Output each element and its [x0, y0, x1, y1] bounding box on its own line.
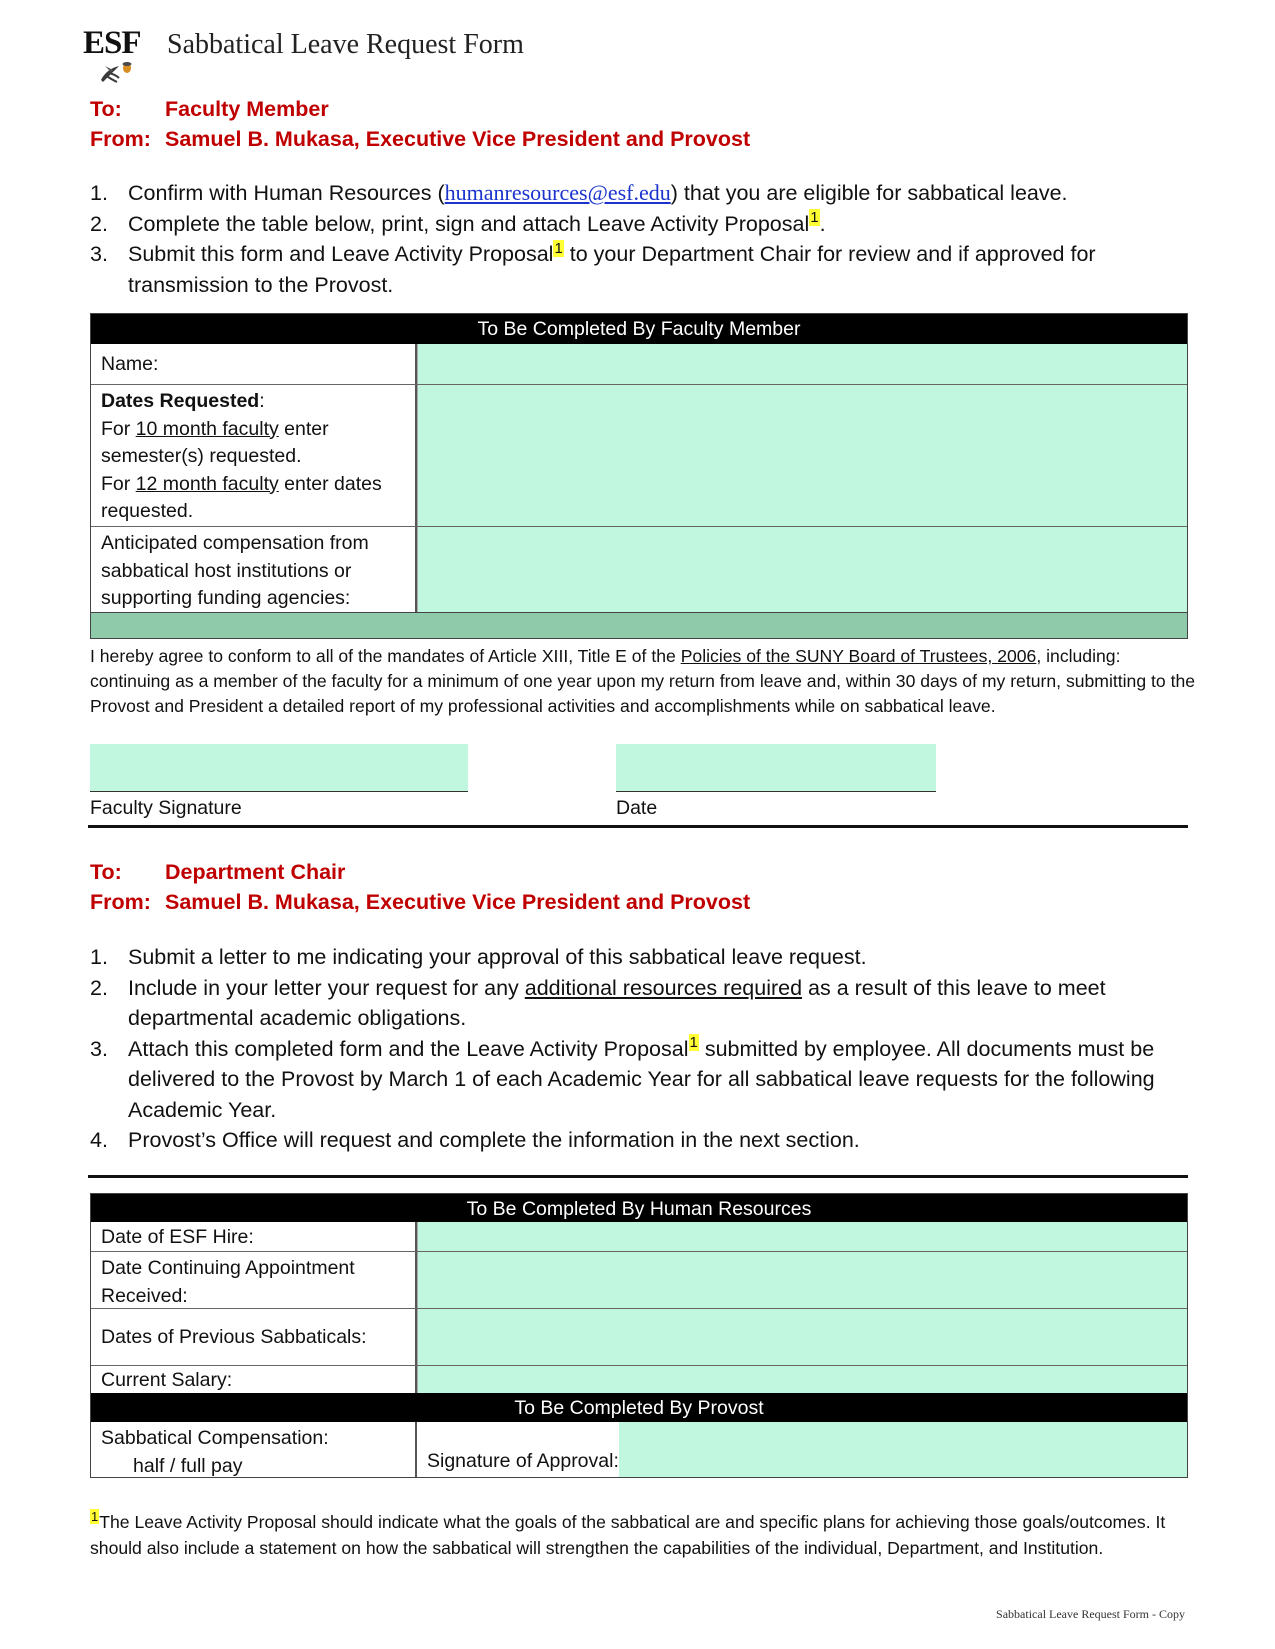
faculty-steps-list [90, 178, 1200, 300]
table-row [91, 1365, 1187, 1393]
list-number: 3. [90, 242, 108, 266]
list-item [90, 942, 1200, 973]
suny-policies-link: Policies of the SUNY Board of Trustees, 2006 [680, 646, 1037, 666]
oak-leaf-icon [97, 60, 137, 86]
current-salary-field[interactable] [417, 1366, 1187, 1393]
footnote-text: The Leave Activity Proposal should indicate what the goals of the sabbatical are and specific plans for achieving those goals/outcomes. It should also include a statement on how the sabbatical will strengthen the capabilities of the individual, Department, and Institution. [90, 1512, 1166, 1558]
continuing-appointment-field[interactable] [417, 1252, 1187, 1308]
agreement-text: , including: continuing as a member of the faculty for a minimum of one year upon my return from leave and, within 30 days of my return, submitting to the Provost and President a detailed report of my professional activities and accomplishments while on sabbatical leave. [90, 646, 1196, 716]
list-item [90, 1125, 1200, 1156]
hr-email-link[interactable]: humanresources@esf.edu [444, 180, 671, 205]
dates-text: enter semester(s) requested. [101, 417, 329, 467]
hire-date-label: Date of ESF Hire: [91, 1222, 417, 1251]
provost-heading: To Be Completed By Provost [91, 1393, 1187, 1422]
from-label: From: [90, 890, 151, 914]
memo1-from [90, 124, 750, 154]
hr-table [90, 1193, 1188, 1478]
table-row [91, 1422, 1187, 1477]
dates-text: enter dates requested. [101, 472, 382, 522]
date-label: Date [616, 797, 658, 819]
continuing-appointment-label: Date Continuing Appointment Received: [91, 1252, 417, 1308]
memo2-from [90, 887, 750, 917]
current-salary-label: Current Salary: [91, 1366, 417, 1393]
hire-date-field[interactable] [417, 1222, 1187, 1251]
from-label: From: [90, 127, 151, 151]
faculty-table [90, 313, 1188, 639]
memo1-to [90, 94, 329, 124]
table-row [91, 526, 1187, 612]
step-text: submitted by employee. All documents must be delivered to the Provost by March 1 of each Academic Year for all sabbatical leave requests for the following Academic Year. [128, 1036, 1155, 1122]
step-text: as a result of this leave to meet departmental academic obligations. [128, 975, 1106, 1030]
to-label: To: [90, 860, 122, 884]
table-row [91, 344, 1187, 384]
step-text: Submit this form and Leave Activity Proposal [128, 242, 554, 266]
chair-steps-list [90, 942, 1200, 1156]
approval-cell [417, 1422, 1187, 1477]
step-text: Provost’s Office will request and complete the information in the next section. [128, 1128, 860, 1152]
step-text: . [819, 211, 826, 236]
table-row [91, 1251, 1187, 1308]
list-number: 1. [90, 945, 108, 969]
list-item [90, 178, 1200, 209]
previous-sabbaticals-label: Dates of Previous Sabbaticals: [91, 1309, 417, 1365]
step-text: Include in your letter your request for any [128, 975, 525, 1000]
list-number: 2. [90, 211, 108, 236]
step-text: Attach this completed form and the Leave Activity Proposal [128, 1036, 689, 1061]
date-field[interactable] [616, 744, 936, 792]
memo2-to [90, 857, 345, 887]
esf-logo [83, 26, 147, 84]
from-value: Samuel B. Mukasa, Executive Vice President and Provost [165, 127, 751, 151]
page-title: Sabbatical Leave Request Form [167, 29, 524, 60]
hr-table-heading: To Be Completed By Human Resources [91, 1194, 1187, 1222]
list-item [90, 973, 1200, 1034]
footnote-marker: 1 [554, 239, 563, 257]
footnote-marker: 1 [689, 1034, 698, 1052]
logo-text: ESF [83, 25, 141, 61]
footnote-marker: 1 [91, 1509, 99, 1525]
colon: : [259, 390, 265, 412]
divider [88, 1175, 1188, 1178]
faculty-signature-field[interactable] [90, 744, 468, 792]
dates-requested-label [91, 385, 417, 526]
step-text: Submit a letter to me indicating your approval of this sabbatical leave request. [128, 945, 867, 969]
list-number: 4. [90, 1128, 108, 1152]
list-item [90, 239, 1200, 300]
list-item [90, 209, 1200, 240]
ten-month-text: 10 month faculty [135, 417, 279, 440]
footnote [90, 1510, 1200, 1561]
name-field[interactable] [417, 344, 1187, 384]
faculty-signature-label: Faculty Signature [90, 797, 242, 819]
to-value: Department Chair [165, 860, 346, 884]
step-text: Complete the table below, print, sign and attach Leave Activity Proposal [128, 211, 810, 236]
compensation-cell [91, 1422, 417, 1477]
dates-text: For [101, 472, 136, 495]
twelve-month-text: 12 month faculty [135, 472, 279, 495]
compensation-field[interactable] [417, 527, 1187, 612]
agreement-text: I hereby agree to conform to all of the mandates of Article XIII, Title E of the [90, 646, 681, 666]
faculty-table-heading: To Be Completed By Faculty Member [91, 314, 1187, 344]
divider [88, 825, 1188, 828]
footnote-marker: 1 [810, 209, 819, 227]
table-row [91, 1308, 1187, 1365]
dates-requested-heading: Dates Requested [101, 390, 260, 412]
sabbatical-compensation-label: Sabbatical Compensation: [101, 1427, 329, 1449]
agreement-paragraph [90, 644, 1200, 719]
to-label: To: [90, 97, 122, 121]
from-value: Samuel B. Mukasa, Executive Vice President and Provost [165, 890, 751, 914]
compensation-label: Anticipated compensation from sabbatical host institutions or supporting funding agencies: [91, 527, 417, 612]
previous-sabbaticals-field[interactable] [417, 1309, 1187, 1365]
list-item [90, 1034, 1200, 1126]
to-value: Faculty Member [165, 97, 329, 121]
table-row [91, 1222, 1187, 1251]
name-label: Name: [91, 344, 417, 384]
step-text: ) that you are eligible for sabbatical leave. [670, 181, 1068, 205]
pay-option-text: half / full pay [133, 1454, 243, 1477]
page-footer: Sabbatical Leave Request Form - Copy [996, 1607, 1185, 1621]
approval-label: Signature of Approval: [427, 1450, 619, 1472]
step-text: to your Department Chair for review and if approved for transmission to the Provost. [128, 242, 1096, 297]
list-number: 2. [90, 975, 108, 1000]
step-text: Confirm with Human Resources ( [128, 181, 445, 205]
list-number: 3. [90, 1036, 108, 1061]
list-number: 1. [90, 181, 108, 205]
dates-requested-field[interactable] [417, 385, 1187, 526]
additional-resources-text: additional resources required [524, 975, 803, 1000]
table-row [91, 384, 1187, 526]
approval-signature-field[interactable] [619, 1422, 1187, 1477]
dates-text: For [101, 417, 136, 440]
table-row-spacer [91, 612, 1187, 638]
